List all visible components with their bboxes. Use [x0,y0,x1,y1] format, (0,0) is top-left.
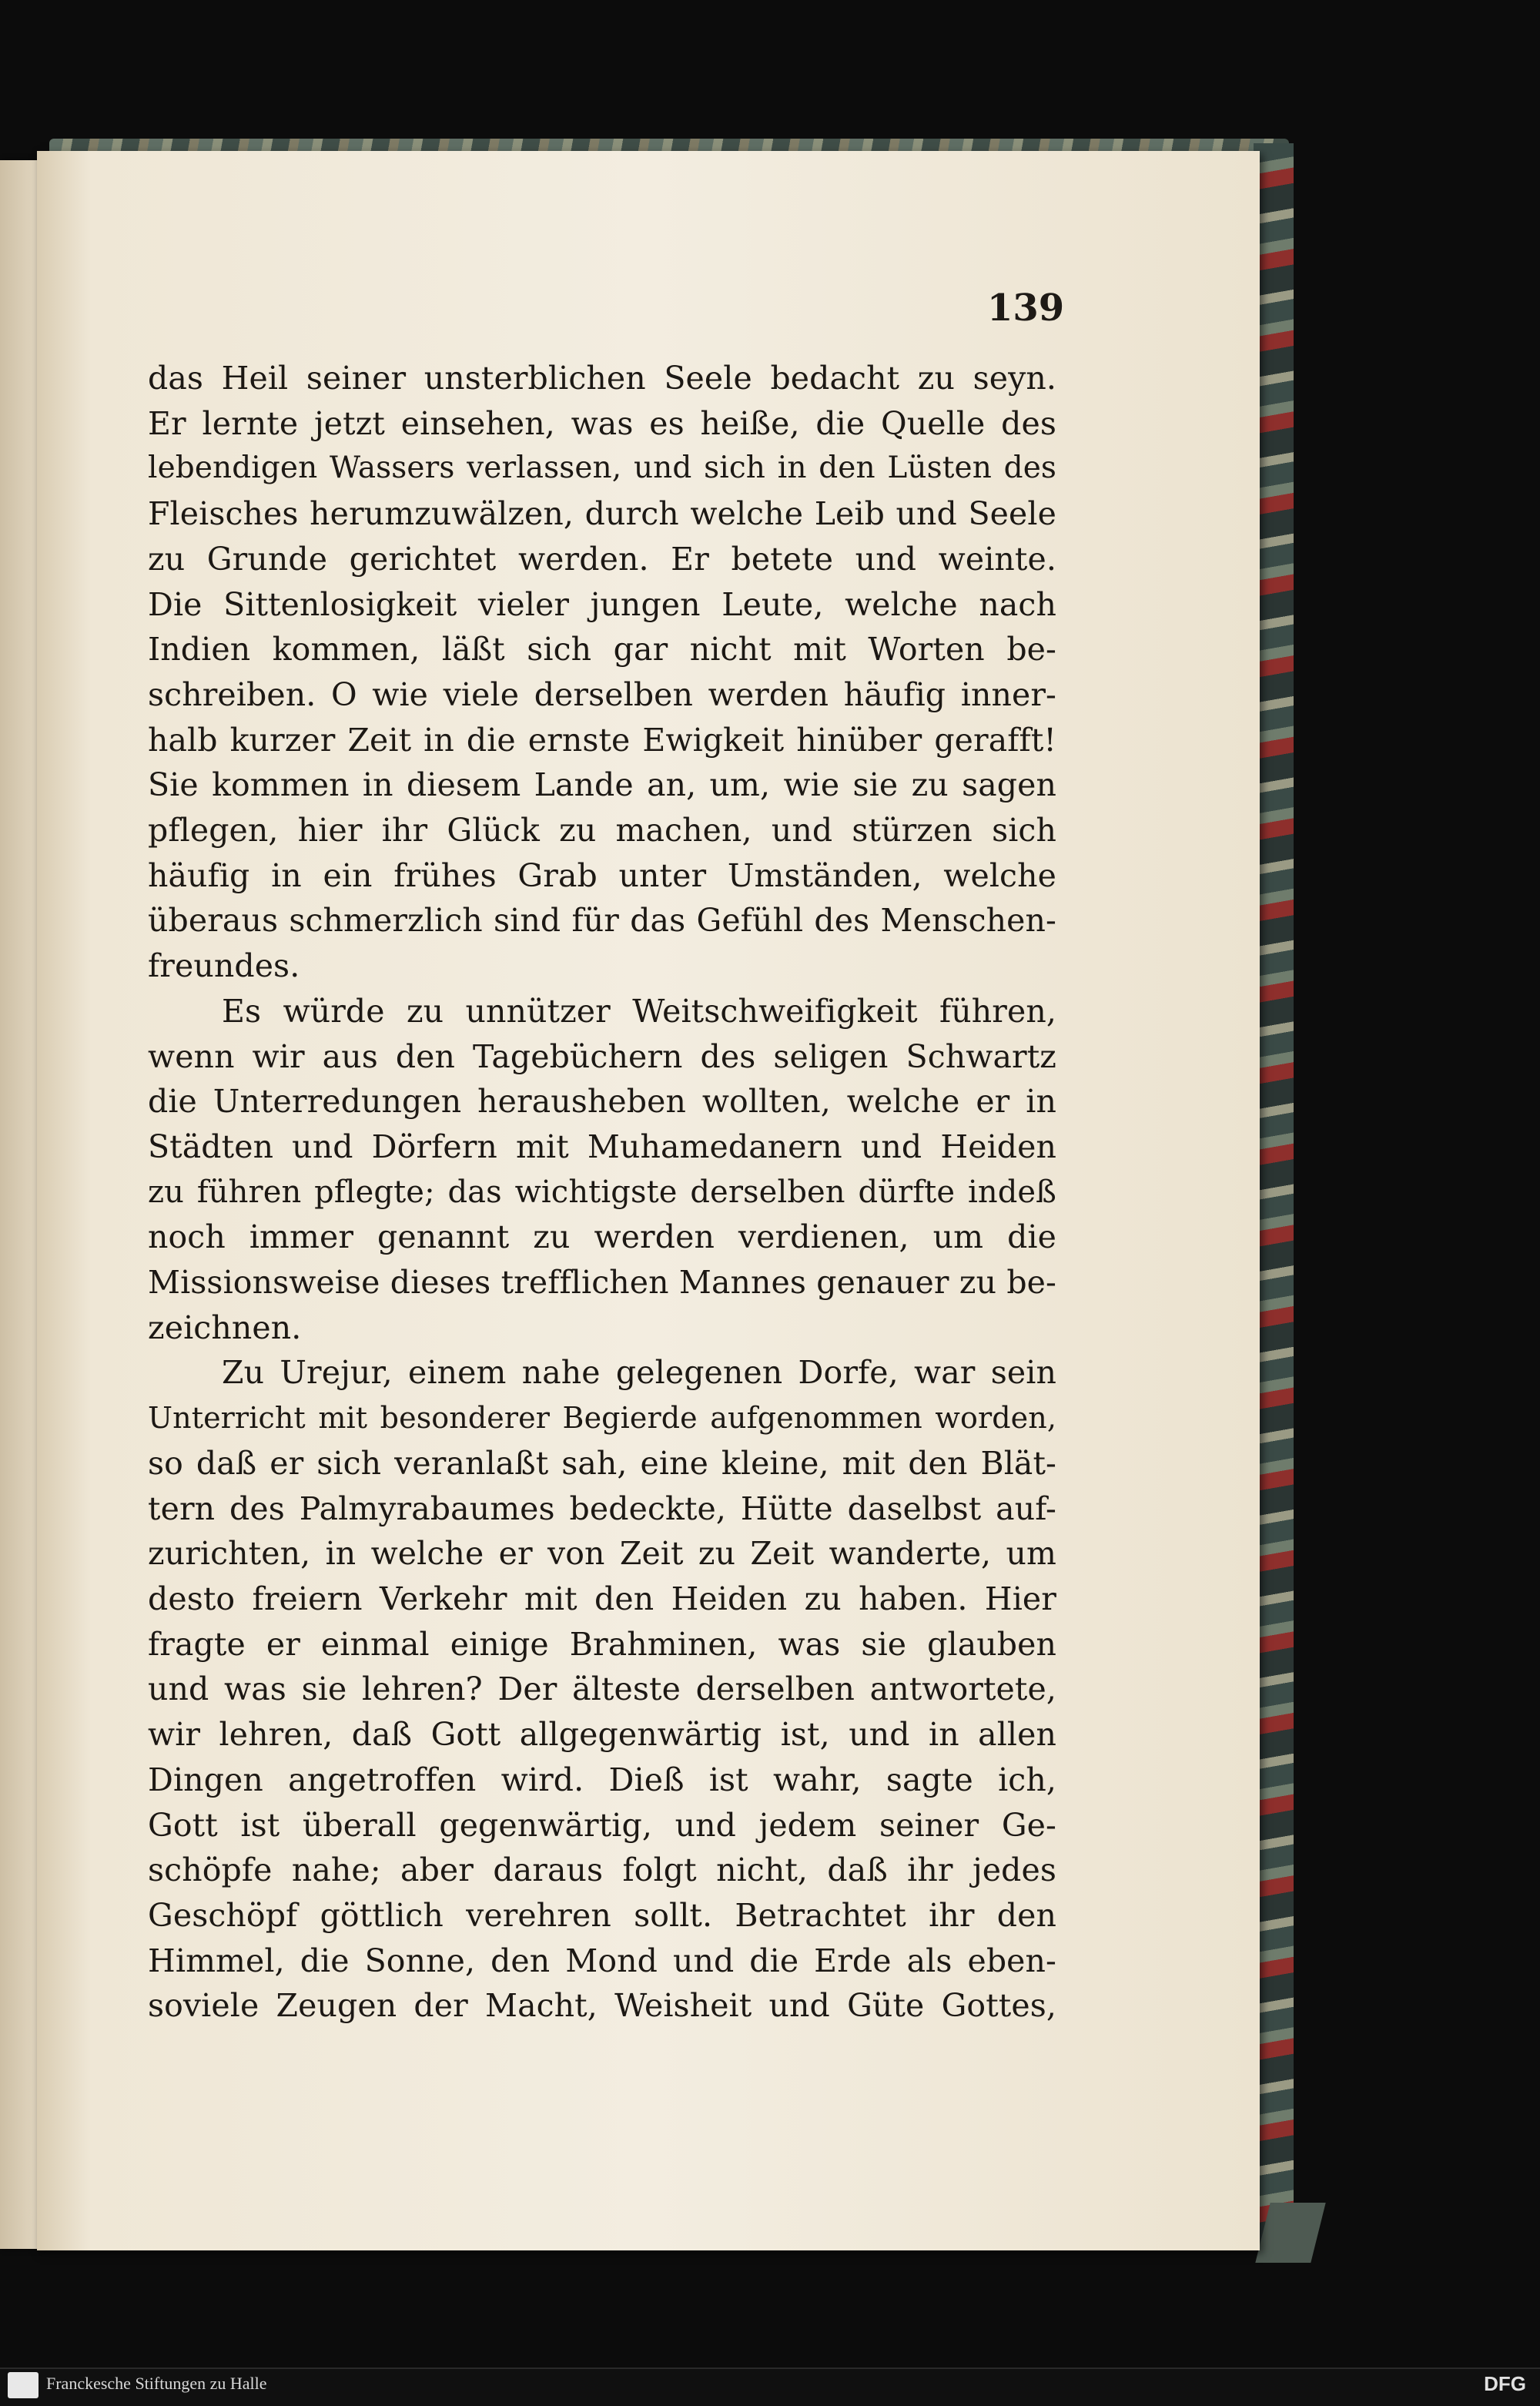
text-line: soviele Zeugen der Macht, Weisheit und Güte Gottes, [148,1987,1056,2025]
text-line: zeichnen. [148,1309,302,1346]
text-line: überaus schmerzlich sind für das Gefühl des Menschen- [148,902,1056,940]
text-line: Indien kommen, läßt sich gar nicht mit Worten be- [148,631,1056,669]
text-line: schreiben. O wie viele derselben werden häufig inner- [148,675,1056,713]
text-line: schöpfe nahe; aber daraus folgt nicht, daß ihr jedes [148,1851,1056,1889]
text-line: zu Grunde gerichtet werden. Er betete und weinte. [148,540,1056,578]
text-line: Missionsweise dieses trefflichen Mannes genauer zu be- [148,1264,1056,1302]
text-line: zu führen pflegte; das wichtigste derselben dürfte indeß [148,1174,1056,1210]
text-line: zurichten, in welche er von Zeit zu Zeit wanderte, um [148,1535,1056,1573]
text-line: so daß er sich veranlaßt sah, eine kleine, mit den Blät- [148,1444,1056,1482]
text-line: Himmel, die Sonne, den Mond und die Erde als eben- [148,1942,1056,1979]
text-line: Fleisches herumzuwälzen, durch welche Leib und Seele [148,495,1056,533]
text-line: häufig in ein frühes Grab unter Umständen, welche [148,856,1056,894]
text-line: das Heil seiner unsterblichen Seele bedacht zu seyn. [148,360,1056,397]
text-line: desto freiern Verkehr mit den Heiden zu haben. Hier [148,1580,1056,1617]
text-line: Geschöpf göttlich verehren sollt. Betrachtet ihr den [148,1896,1056,1934]
text-line: pflegen, hier ihr Glück zu machen, und stürzen sich [148,812,1056,849]
page-number: 139 [987,287,1065,330]
text-line: halb kurzer Zeit in die ernste Ewigkeit hinüber gerafft! [148,721,1056,759]
text-line: Er lernte jetzt einsehen, was es heiße, die Quelle des [148,404,1056,442]
text-line: Gott ist überall gegenwärtig, und jedem seiner Ge- [148,1806,1056,1844]
institution-logo-icon [8,2372,38,2398]
text-line: tern des Palmyrabaumes bedeckte, Hütte daselbst auf- [148,1490,1056,1527]
text-line: und was sie lehren? Der älteste derselben antwortete, [148,1670,1056,1708]
text-line: noch immer genannt zu werden verdienen, um die [148,1218,1056,1256]
text-line: wenn wir aus den Tagebüchern des seligen Schwartz [148,1037,1056,1075]
text-line: Städten und Dörfern mit Muhamedanern und Heiden [148,1128,1056,1165]
text-line: Zu Urejur, einem nahe gelegenen Dorfe, war sein [222,1354,1056,1392]
text-line: Es würde zu unnützer Weitschweifigkeit führen, [222,992,1056,1030]
facing-page-edge [0,160,40,2249]
page-text [148,356,1056,2027]
text-line: wir lehren, daß Gott allgegenwärtig ist, und in allen [148,1716,1056,1754]
institution-name: Franckesche Stiftungen zu Halle [46,2374,267,2393]
text-line: lebendigen Wassers verlassen, und sich in den Lüsten des [148,451,1056,486]
text-line: die Unterredungen herausheben wollten, welche er in [148,1083,1056,1121]
text-line: fragte er einmal einige Brahminen, was sie glauben [148,1625,1056,1663]
text-line: Sie kommen in diesem Lande an, um, wie sie zu sagen [148,766,1056,804]
dfg-logo: DFG [1484,2372,1526,2395]
text-line: freundes. [148,947,300,985]
text-line: Die Sittenlosigkeit vieler jungen Leute, welche nach [148,585,1056,623]
text-line: Unterricht mit besonderer Begierde aufgenommen worden, [148,1401,1056,1436]
text-line: Dingen angetroffen wird. Dieß ist wahr, sagte ich, [148,1761,1056,1798]
